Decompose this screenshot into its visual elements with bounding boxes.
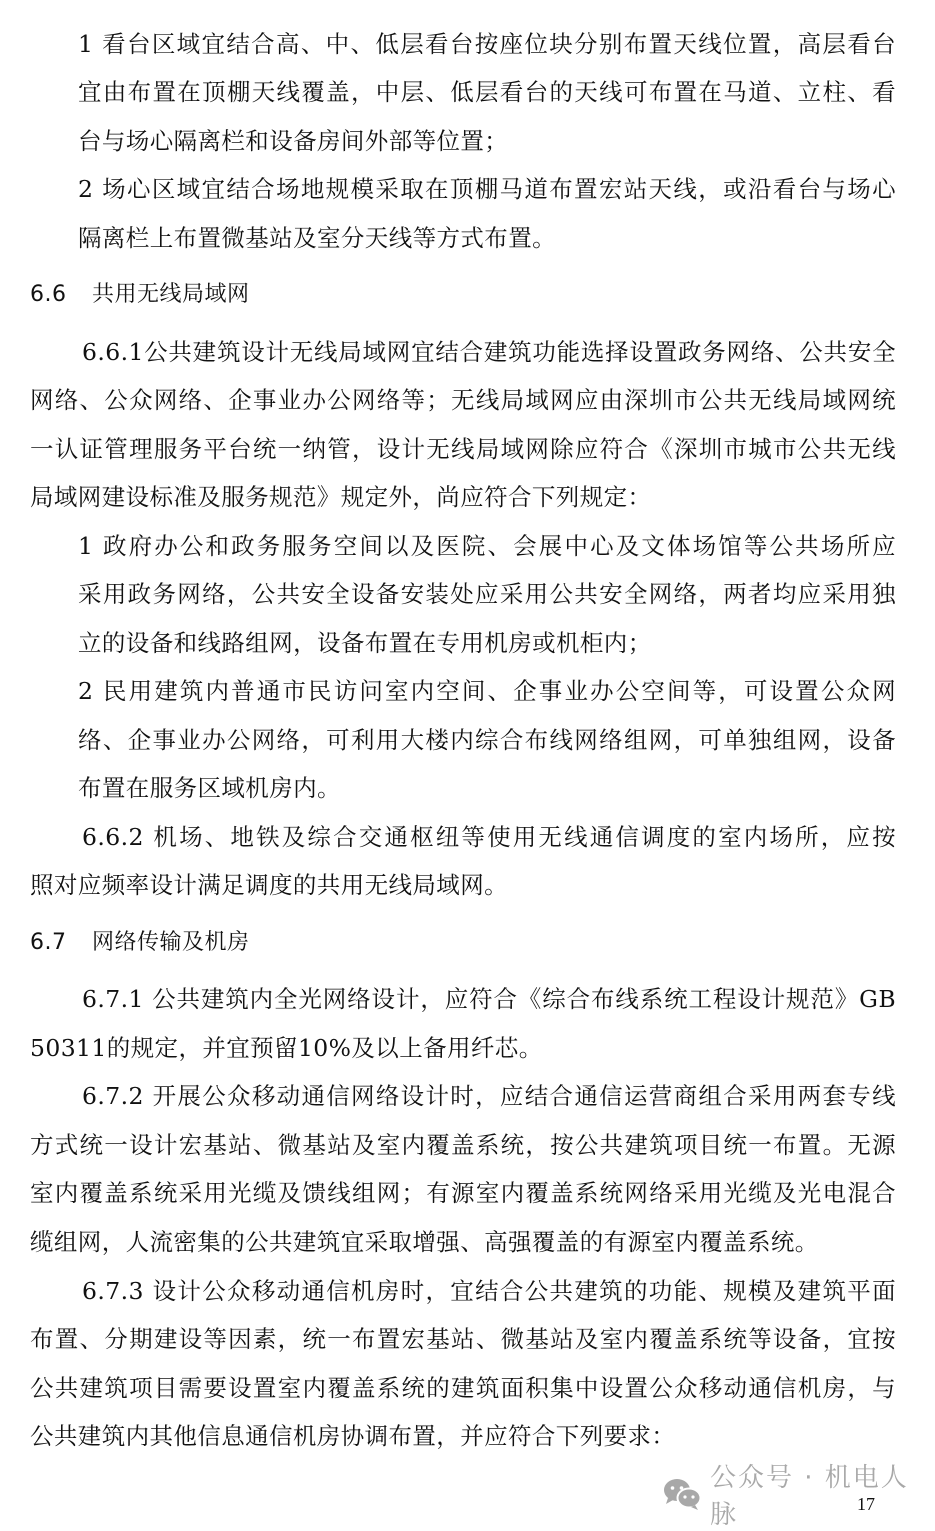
paragraph-line: 1 政府办公和政务服务空间以及医院、会展中心及文体场馆等公共场所应: [78, 532, 896, 560]
paragraph-line: 6.7.3 设计公众移动通信机房时，宜结合公共建筑的功能、规模及建筑平面: [82, 1277, 896, 1305]
section-heading-6-7: [30, 927, 250, 959]
section-number: 6.7: [30, 930, 67, 955]
section-title: 网络传输及机房: [92, 930, 250, 955]
paragraph-line: 50311的规定，并宜预留10%及以上备用纤芯。: [30, 1034, 543, 1062]
paragraph-line: 布置在服务区域机房内。: [78, 774, 341, 802]
paragraph-line: 布置、分期建设等因素，统一布置宏基站、微基站及室内覆盖系统等设备，宜按: [30, 1325, 896, 1353]
paragraph-line: 公共建筑内其他信息通信机房协调布置，并应符合下列要求：: [30, 1422, 676, 1450]
wechat-icon: [662, 1477, 702, 1511]
paragraph-line: 立的设备和线路组网，设备布置在专用机房或机柜内；: [78, 629, 652, 657]
paragraph-line: 方式统一设计宏基站、微基站及室内覆盖系统，按公共建筑项目统一布置。无源: [30, 1131, 896, 1159]
paragraph-line: 6.6.1公共建筑设计无线局域网宜结合建筑功能选择设置政务网络、公共安全: [82, 338, 896, 366]
paragraph-line: 1 看台区域宜结合高、中、低层看台按座位块分别布置天线位置，高层看台: [78, 30, 896, 58]
paragraph-line: 采用政务网络，公共安全设备安装处应采用公共安全网络，两者均应采用独: [78, 580, 896, 608]
section-number: 6.6: [30, 282, 67, 307]
wechat-watermark: [662, 1463, 935, 1530]
paragraph-line: 缆组网，人流密集的公共建筑宜采取增强、高强覆盖的有源室内覆盖系统。: [30, 1228, 819, 1256]
paragraph-line: 隔离栏上布置微基站及室分天线等方式布置。: [78, 224, 556, 252]
paragraph-line: 一认证管理服务平台统一纳管，设计无线局域网除应符合《深圳市城市公共无线: [30, 435, 896, 463]
paragraph-line: 络、企事业办公网络，可利用大楼内综合布线网络组网，可单独组网，设备: [78, 726, 896, 754]
page-number: 17: [857, 1494, 875, 1514]
paragraph-line: 网络、公众网络、企事业办公网络等；无线局域网应由深圳市公共无线局域网统: [30, 386, 896, 414]
paragraph-line: 室内覆盖系统采用光缆及馈线组网；有源室内覆盖系统网络采用光缆及光电混合: [30, 1179, 896, 1207]
paragraph-line: 宜由布置在顶棚天线覆盖，中层、低层看台的天线可布置在马道、立柱、看: [78, 78, 896, 106]
watermark-text: 公众号 · 机电人脉: [710, 1463, 909, 1530]
paragraph-line: 公共建筑项目需要设置室内覆盖系统的建筑面积集中设置公众移动通信机房，与: [30, 1374, 896, 1402]
paragraph-line: 局域网建设标准及服务规范》规定外，尚应符合下列规定：: [30, 483, 652, 511]
paragraph-line: 照对应频率设计满足调度的共用无线局域网。: [30, 871, 508, 899]
section-heading-6-6: [30, 279, 250, 311]
paragraph-line: 台与场心隔离栏和设备房间外部等位置；: [78, 127, 509, 155]
paragraph-line: 6.6.2 机场、地铁及综合交通枢纽等使用无线通信调度的室内场所，应按: [82, 823, 896, 851]
paragraph-line: 2 场心区域宜结合场地规模采取在顶棚马道布置宏站天线，或沿看台与场心: [78, 175, 896, 203]
paragraph-line: 2 民用建筑内普通市民访问室内空间、企事业办公空间等，可设置公众网: [78, 677, 896, 705]
section-title: 共用无线局域网: [92, 282, 250, 307]
paragraph-line: 6.7.1 公共建筑内全光网络设计，应符合《综合布线系统工程设计规范》GB: [82, 985, 896, 1013]
paragraph-line: 6.7.2 开展公众移动通信网络设计时，应结合通信运营商组合采用两套专线: [82, 1082, 896, 1110]
